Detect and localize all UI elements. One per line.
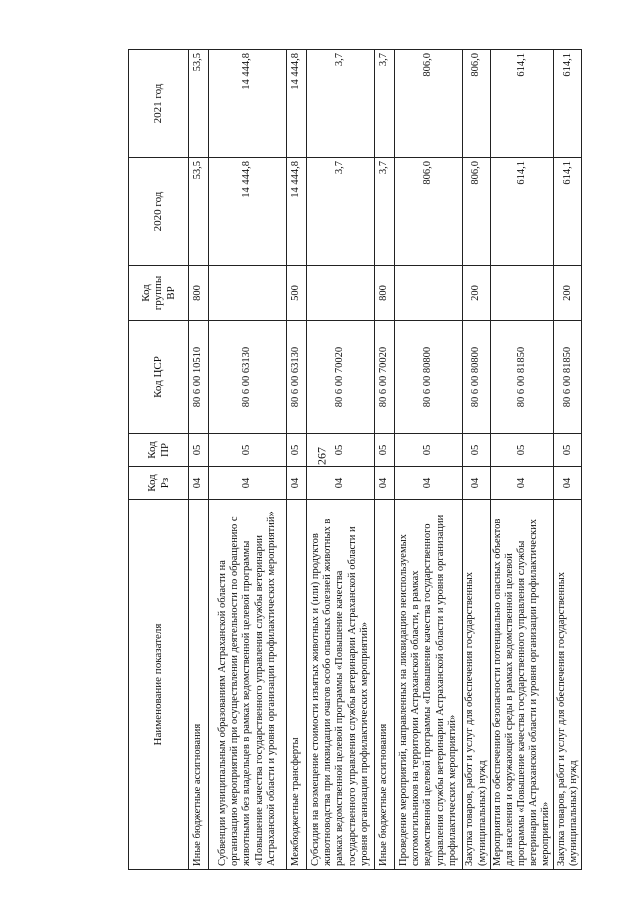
header-rz: Код Рз [129,467,189,500]
cell-rz: 04 [307,467,375,500]
table-row [554,50,582,870]
table-row [463,50,491,870]
table-row [307,50,375,870]
cell-csr: 80 6 00 63130 [287,321,307,434]
table-row [375,50,395,870]
cell-pr: 05 [375,434,395,467]
cell-pr: 05 [463,434,491,467]
cell-rz: 04 [554,467,582,500]
cell-name: Закупка товаров, работ и услуг для обеспечения государственных (муниципальных) нужд [463,500,491,870]
cell-2020: 614,1 [554,158,582,266]
cell-pr: 05 [395,434,463,467]
cell-vr [209,266,287,321]
cell-2020: 3,7 [375,158,395,266]
cell-vr [395,266,463,321]
cell-vr: 200 [554,266,582,321]
table-row [287,50,307,870]
cell-pr: 05 [189,434,209,467]
cell-rz: 04 [463,467,491,500]
cell-rz: 04 [209,467,287,500]
cell-csr: 80 6 00 80800 [463,321,491,434]
cell-vr: 800 [375,266,395,321]
cell-2020: 53,5 [189,158,209,266]
header-2021: 2021 год [129,50,189,158]
cell-name: Закупка товаров, работ и услуг для обеспечения государственных (муниципальных) нужд [554,500,582,870]
cell-vr: 500 [287,266,307,321]
cell-2020: 14 444,8 [287,158,307,266]
cell-2021: 614,1 [554,50,582,158]
cell-name: Субвенции муниципальным образованиям Астраханской области на организацию мероприятий при осуществлении деятельности по обращению с животными без владельцев в рамках ведомственной целевой программы «Повышение качества государственного управления службы ветеринарии Астраханской области и уровня организации профилактических мероприятий» [209,500,287,870]
cell-csr: 80 6 00 81850 [491,321,554,434]
cell-name: Субсидия на возмещение стоимости изъятых животных и (или) продуктов животноводства при ликвидации очагов особо опасных болезней животных в рамках ведомственной целевой программы «Повышение качества государственного управления службы ветеринарии Астраханской области и уровня организации профилактических мероприятий» [307,500,375,870]
cell-rz: 04 [491,467,554,500]
cell-name: Иные бюджетные ассигнования [189,500,209,870]
cell-csr: 80 6 00 70020 [375,321,395,434]
cell-name: Иные бюджетные ассигнования [375,500,395,870]
cell-2021: 806,0 [463,50,491,158]
cell-2020: 3,7 [307,158,375,266]
cell-csr: 80 6 00 81850 [554,321,582,434]
cell-rz: 04 [287,467,307,500]
cell-csr: 80 6 00 80800 [395,321,463,434]
table-row [491,50,554,870]
table-row [395,50,463,870]
cell-2021: 14 444,8 [209,50,287,158]
cell-name: Межбюджетные трансферты [287,500,307,870]
cell-csr: 80 6 00 70020 [307,321,375,434]
table-row [209,50,287,870]
cell-2021: 614,1 [491,50,554,158]
cell-csr: 80 6 00 10510 [189,321,209,434]
cell-rz: 04 [189,467,209,500]
cell-vr [491,266,554,321]
cell-2021: 806,0 [395,50,463,158]
header-2020: 2020 год [129,158,189,266]
cell-name: Мероприятия по обеспечению безопасности потенциально опасных объектов для населения и окружающей среды в рамках ведомственной целевой программы «Повышение качества государственного управления службы ветеринарии Астраханской области и уровня организации профилактических мероприятий» [491,500,554,870]
cell-2020: 614,1 [491,158,554,266]
header-pr: Код ПР [129,434,189,467]
cell-pr: 05 [209,434,287,467]
cell-2020: 806,0 [463,158,491,266]
budget-table [128,49,582,870]
table-row [189,50,209,870]
cell-pr: 05 [287,434,307,467]
cell-2021: 53,5 [189,50,209,158]
cell-vr: 200 [463,266,491,321]
header-csr: Код ЦСР [129,321,189,434]
cell-rz: 04 [375,467,395,500]
cell-pr: 05 [307,434,375,467]
cell-vr [307,266,375,321]
cell-pr: 05 [491,434,554,467]
cell-vr: 800 [189,266,209,321]
cell-2021: 3,7 [375,50,395,158]
cell-2021: 14 444,8 [287,50,307,158]
cell-rz: 04 [395,467,463,500]
cell-name: Проведение мероприятий, направленных на ликвидацию неиспользуемых скотомогильников на территории Астраханской области, в рамках ведомственной целевой программы «Повышение качества государственного управления службы ветеринарии Астраханской области и уровня организации профилактических мероприятий» [395,500,463,870]
page-number: 267 [314,447,329,465]
table-header-row [129,50,189,870]
cell-2020: 14 444,8 [209,158,287,266]
rotated-table-stage [128,50,579,870]
cell-pr: 05 [554,434,582,467]
header-vr: Код группы ВР [129,266,189,321]
header-name: Наименование показателя [129,500,189,870]
cell-2021: 3,7 [307,50,375,158]
cell-csr: 80 6 00 63130 [209,321,287,434]
cell-2020: 806,0 [395,158,463,266]
